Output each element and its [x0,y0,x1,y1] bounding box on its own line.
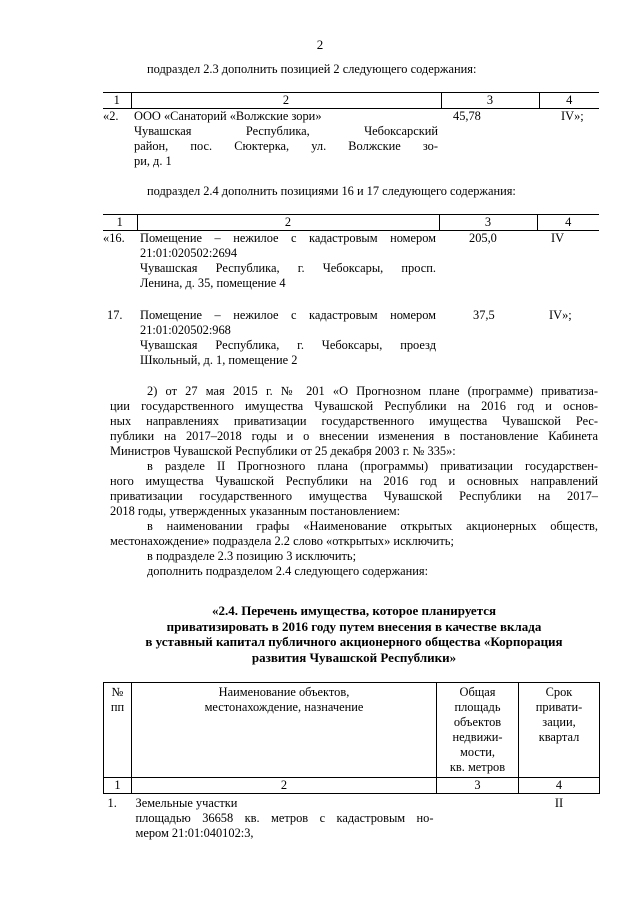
header-line: местонахождение, назначение [204,700,364,714]
header-line: квартал [538,730,580,744]
header-line: кв. метров [449,760,506,774]
text-line: 2018 годы, утвержденных указанным постановлением: [110,504,401,518]
desc-line: Земельные участки [135,796,238,810]
col-num-4: 4 [519,778,600,794]
table-subsection-2-3 [103,92,599,169]
object-description [131,109,441,170]
table-row [103,109,599,170]
text-line: местонахождение» подраздела 2.2 слово «открытых» исключить; [110,534,454,548]
desc-line: Чувашская Республика, г. Чебоксары, просп. [140,261,436,275]
desc-line: мером 21:01:040102:3, [135,826,254,840]
object-description [137,308,439,368]
header-line: Общая [459,685,496,699]
intro-subsection-2-3: подраздел 2.3 дополнить позицией 2 следующего содержания: [147,62,477,76]
text-line: ных направлениях приватизации государственного имущества Чувашской Рес- [110,414,598,428]
header-line: мости, [460,745,495,759]
row-number: 17. [107,308,123,322]
object-area: 45,78 [453,109,481,123]
text-line: в наименовании графы «Наименование открытых акционерных обществ, [147,519,598,533]
text-line: 2) от 27 мая 2015 г. № 201 «О Прогнозном плане (программе) приватиза- [147,384,598,398]
title-line: развития Чувашской Республики» [251,649,457,665]
desc-line: Школьный, д. 1, помещение 2 [140,353,298,367]
object-description [137,231,439,292]
row-number: «2. [103,109,119,123]
desc-line: 21:01:020502:968 [140,323,231,337]
desc-line: Помещение – нежилое с кадастровым номером [140,308,436,322]
privatization-quarter: IV [551,231,565,245]
header-quarter [519,683,600,778]
header-line: № [111,685,124,699]
privatization-quarter: IV»; [561,109,584,123]
table-row [103,231,599,292]
col-num-3: 3 [441,93,539,109]
desc-line: ри, д. 1 [134,154,172,168]
desc-line: район, пос. Сюктерка, ул. Волжские зо- [134,139,438,153]
header-line: площадь [454,700,501,714]
desc-line: ООО «Санаторий «Волжские зори» [134,109,322,123]
row-number: 1. [107,796,117,810]
object-area [437,794,519,842]
table-column-numbers [103,215,599,231]
header-line: зации, [542,715,576,729]
col-num-1: 1 [104,778,132,794]
table-row [103,308,599,368]
table-header-row [104,683,600,778]
table-column-numbers [103,93,599,109]
page-number: 2 [316,37,324,52]
desc-line: площадью 36658 кв. метров с кадастровым но- [135,811,434,825]
header-area [437,683,519,778]
header-line: недвижи- [452,730,503,744]
text-line: публики на 2017–2018 годы и о внесении изменения в постановление Кабинета [110,429,598,443]
title-line: «2.4. Перечень имущества, которое планируется [211,603,497,618]
table-column-numbers [104,778,600,794]
privatization-quarter: II [554,796,564,810]
intro-subsection-2-4: подраздел 2.4 дополнить позициями 16 и 17 следующего содержания: [147,184,516,198]
text-line: Министров Чувашской Республики от 25 декабря 2003 г. № 335»: [110,444,456,458]
table-subsection-2-4-new [103,682,600,841]
col-num-2: 2 [132,778,437,794]
title-line: приватизировать в 2016 году путем внесения в качестве вклада [166,618,542,634]
col-num-4: 4 [537,215,599,231]
table-row [104,794,600,842]
row-number: «16. [103,231,125,245]
header-line: Наименование объектов, [218,685,350,699]
privatization-quarter: IV»; [549,308,572,322]
col-num-3: 3 [439,215,537,231]
desc-line: Чувашская Республика, г. Чебоксары, проезд [140,338,436,352]
header-name [132,683,437,778]
text-line: ного имущества Чувашской Республики на 2016 год и основных направлений [110,474,598,488]
header-line: объектов [453,715,502,729]
paragraph-decree-2 [110,384,598,459]
table-subsection-2-4 [103,214,599,368]
header-line: привати- [535,700,583,714]
col-num-2: 2 [137,215,439,231]
title-line: в уставный капитал публичного акционерного общества «Корпорация [145,634,563,649]
paragraph-section-ii [110,459,598,519]
object-description [132,794,437,842]
desc-line: Чувашская Республика, Чебоксарский [134,124,438,138]
desc-line: 21:01:020502:2694 [140,246,238,260]
col-num-4: 4 [539,93,599,109]
header-line: пп [110,700,125,714]
col-num-1: 1 [103,215,137,231]
paragraph-column-name [110,519,598,549]
col-num-3: 3 [437,778,519,794]
col-num-1: 1 [103,93,131,109]
section-title [110,603,598,665]
col-num-2: 2 [131,93,441,109]
text-line: ции государственного имущества Чувашской Республики на 2016 год и основ- [110,399,598,413]
object-area: 37,5 [473,308,495,322]
header-line: Срок [545,685,573,699]
text-line: приватизации государственного имущества Чувашской Республики на 2017– [110,489,598,503]
desc-line: Ленина, д. 35, помещение 4 [140,276,286,290]
desc-line: Помещение – нежилое с кадастровым номером [140,231,436,245]
object-area: 205,0 [469,231,497,245]
text-line: в разделе II Прогнозного плана (программы) приватизации государствен- [147,459,598,473]
header-number [104,683,132,778]
paragraph-add-subsection: дополнить подразделом 2.4 следующего содержания: [147,564,429,578]
paragraph-exclude-position: в подразделе 2.3 позицию 3 исключить; [147,549,357,563]
